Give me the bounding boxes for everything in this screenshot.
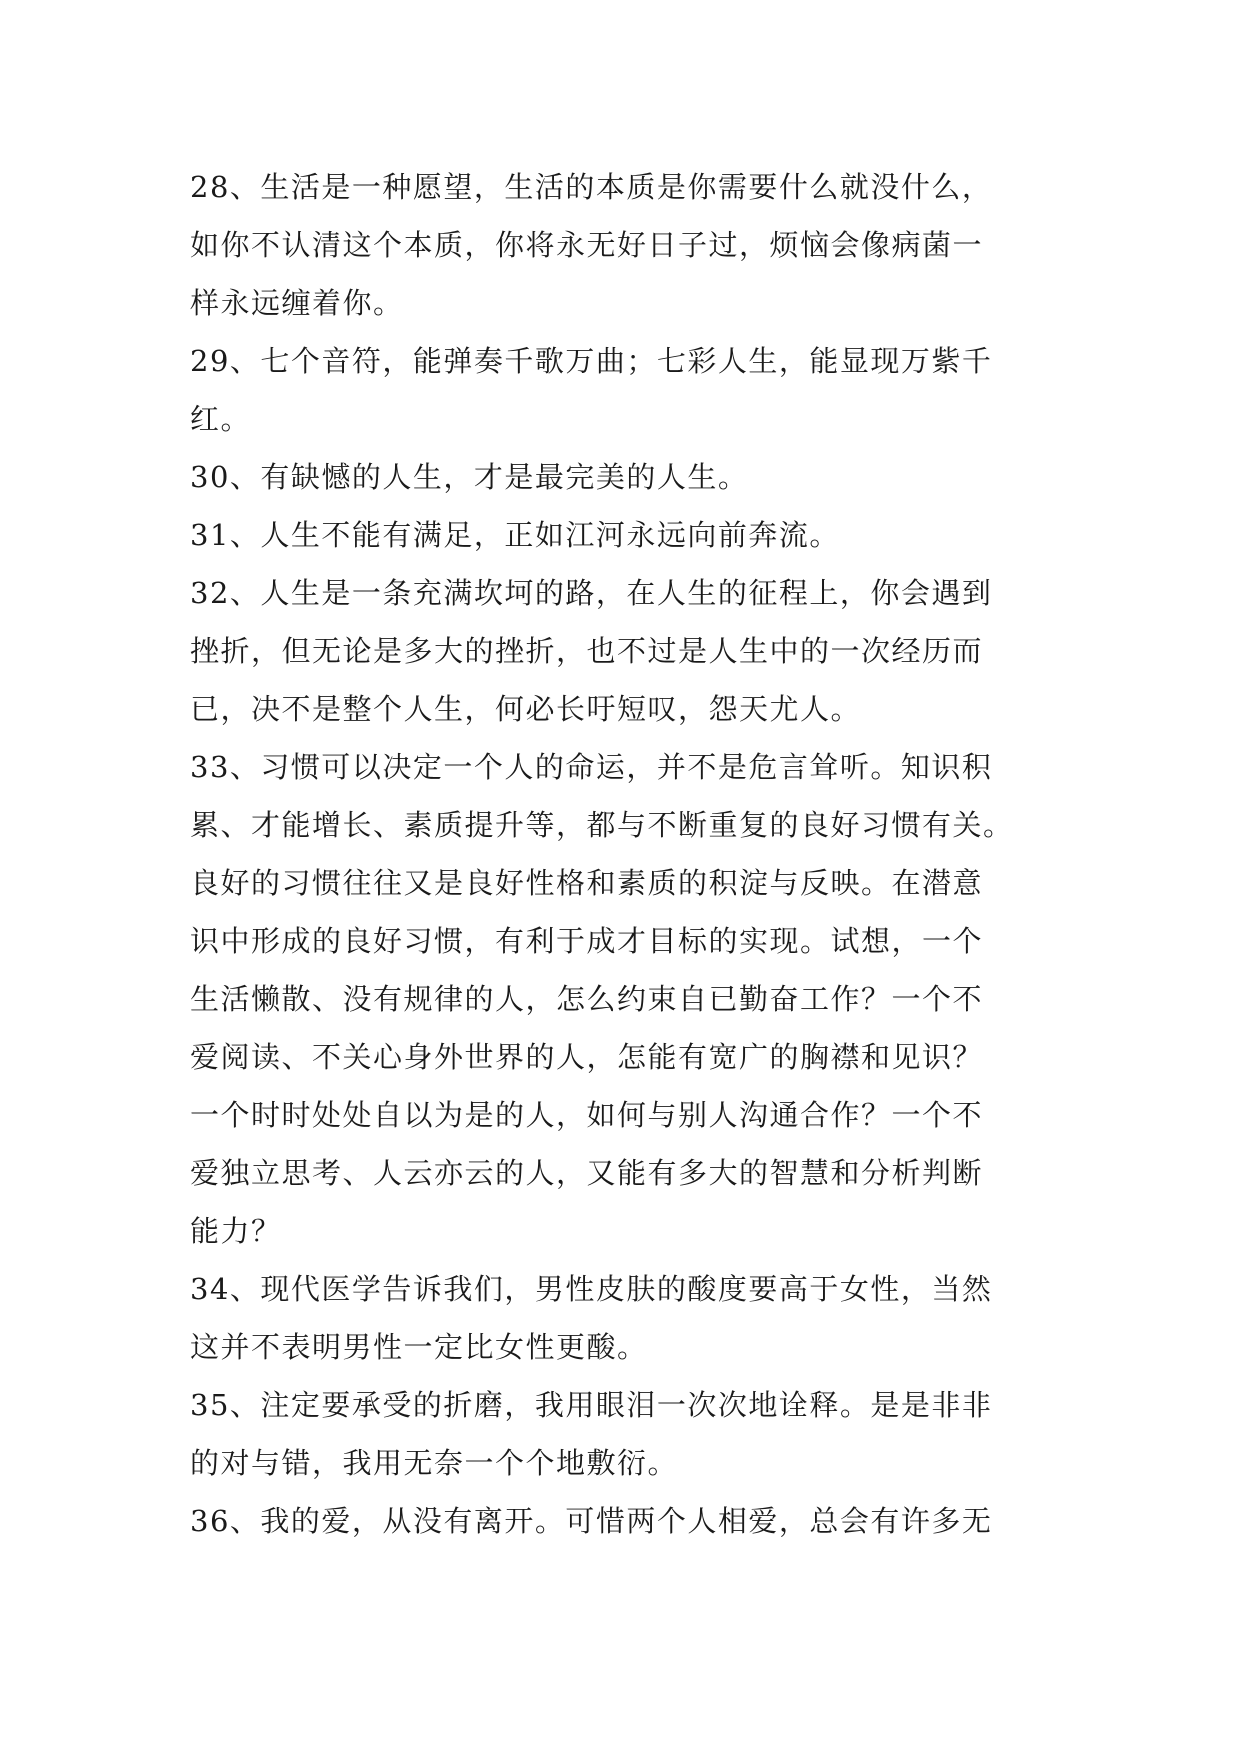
text-line: 35、注定要承受的折磨，我用眼泪一次次地诠释。是是非非 xyxy=(190,1388,993,1422)
text-line: 一个时时处处自以为是的人，如何与别人沟通合作？一个不 xyxy=(190,1098,984,1132)
text-line: 28、生活是一种愿望，生活的本质是你需要什么就没什么， xyxy=(190,170,993,204)
text-line: 33、习惯可以决定一个人的命运，并不是危言耸听。知识积 xyxy=(190,750,993,784)
text-line: 爱独立思考、人云亦云的人，又能有多大的智慧和分析判断 xyxy=(190,1156,984,1190)
text-line: 爱阅读、不关心身外世界的人，怎能有宽广的胸襟和见识？ xyxy=(190,1040,984,1074)
text-line: 31、人生不能有满足，正如江河永远向前奔流。 xyxy=(190,518,840,552)
text-line: 样永远缠着你。 xyxy=(190,286,404,320)
text-line: 34、现代医学告诉我们，男性皮肤的酸度要高于女性，当然 xyxy=(190,1272,993,1306)
text-line: 这并不表明男性一定比女性更酸。 xyxy=(190,1330,648,1364)
text-line: 红。 xyxy=(190,402,252,436)
text-line: 能力？ xyxy=(190,1214,282,1248)
text-line: 30、有缺憾的人生，才是最完美的人生。 xyxy=(190,460,749,494)
text-line: 良好的习惯往往又是良好性格和素质的积淀与反映。在潜意 xyxy=(190,866,984,900)
text-line: 如你不认清这个本质，你将永无好日子过，烦恼会像病菌一 xyxy=(190,228,984,262)
text-line: 累、才能增长、素质提升等，都与不断重复的良好习惯有关。 xyxy=(190,808,1014,842)
text-line: 生活懒散、没有规律的人，怎么约束自已勤奋工作？一个不 xyxy=(190,982,984,1016)
text-line: 的对与错，我用无奈一个个地敷衍。 xyxy=(190,1446,679,1480)
text-line: 36、我的爱，从没有离开。可惜两个人相爱，总会有许多无 xyxy=(190,1504,993,1538)
document-body xyxy=(190,158,1070,1550)
text-line: 已，决不是整个人生，何必长吁短叹，怨天尤人。 xyxy=(190,692,862,726)
text-line: 29、七个音符，能弹奏千歌万曲；七彩人生，能显现万紫千 xyxy=(190,344,993,378)
text-line: 挫折，但无论是多大的挫折，也不过是人生中的一次经历而 xyxy=(190,634,984,668)
text-line: 识中形成的良好习惯，有利于成才目标的实现。试想，一个 xyxy=(190,924,984,958)
text-line: 32、人生是一条充满坎坷的路，在人生的征程上，你会遇到 xyxy=(190,576,993,610)
